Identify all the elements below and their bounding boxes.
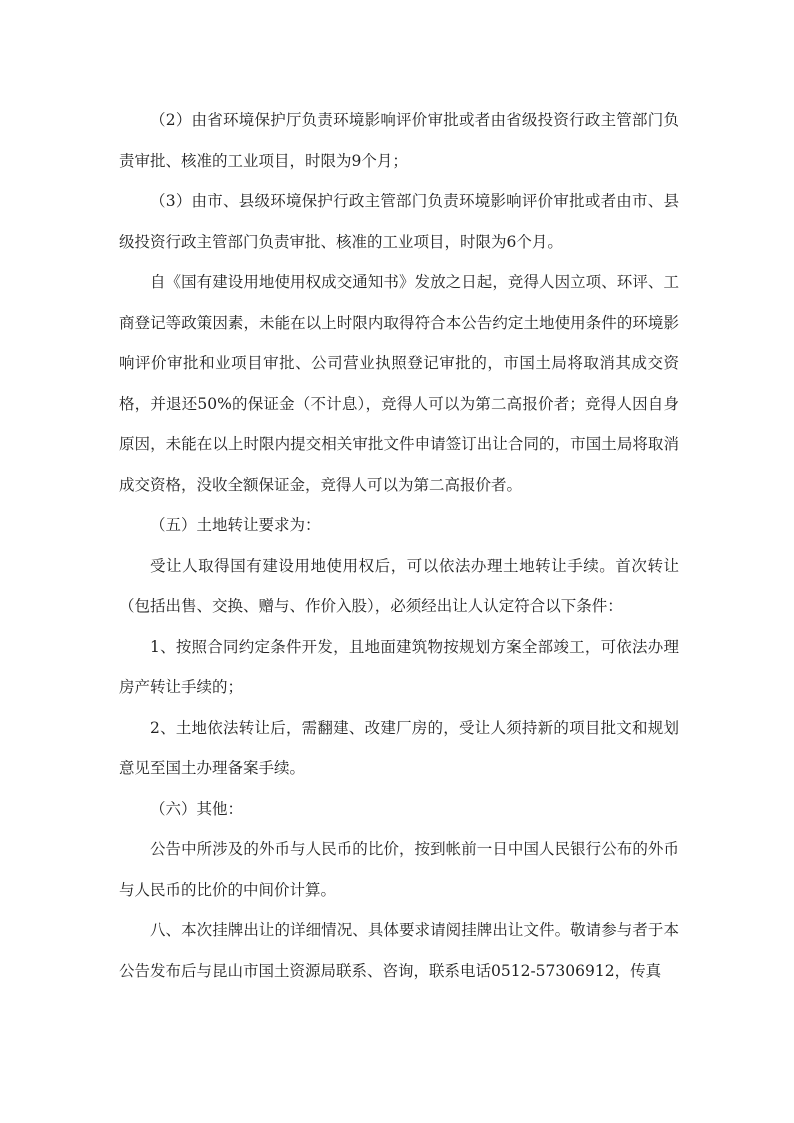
paragraph-item-2-time-limit: （2）由省环境保护厅负责环境影响评价审批或者由省级投资行政主管部门负责审批、核准的工业项目，时限为9个月； — [119, 111, 679, 170]
paragraph-transfer-requirements: 受让人取得国有建设用地使用权后，可以依法办理土地转让手续。首次转让（包括出售、交换、赠与、作价入股），必须经出让人认定符合以下条件： — [119, 556, 679, 615]
paragraph-item-3-time-limit: （3）由市、县级环境保护行政主管部门负责环境影响评价审批或者由市、县级投资行政主管部门负责审批、核准的工业项目，时限为6个月。 — [119, 192, 679, 251]
section-heading-land-transfer: （五）土地转让要求为： — [150, 516, 321, 534]
document-page — [119, 100, 679, 991]
paragraph-condition-2: 2、土地依法转让后，需翻建、改建厂房的，受让人须持新的项目批文和规划意见至国土办理备案手续。 — [119, 718, 679, 777]
paragraph-currency-rate: 公告中所涉及的外币与人民币的比价，按到帐前一日中国人民银行公布的外币与人民币的比价的中间价计算。 — [119, 840, 679, 899]
paragraph-contact-info: 八、本次挂牌出让的详细情况、具体要求请阅挂牌出让文件。敬请参与者于本公告发布后与昆山市国土资源局联系、咨询，联系电话0512-57306912，传真 — [119, 921, 679, 980]
section-heading-other: （六）其他： — [150, 799, 244, 818]
paragraph-condition-1: 1、按照合同约定条件开发，且地面建筑物按规划方案全部竣工，可依法办理房产转让手续的； — [119, 637, 679, 696]
paragraph-cancellation-terms: 自《国有建设用地使用权成交通知书》发放之日起，竞得人因立项、环评、工商登记等政策因素，未能在以上时限内取得符合本公告约定土地使用条件的环境影响评价审批和业项目审批、公司营业执照登记审批的，市国土局将取消其成交资格，并退还50%的保证金（不计息），竞得人可以为第二高报价者；竞得人因自身原因，未能在以上时限内提交相关审批文件申请签订出让合同的，市国土局将取消成交资格，没收全额保证金，竞得人可以为第二高报价者。 — [119, 273, 679, 494]
